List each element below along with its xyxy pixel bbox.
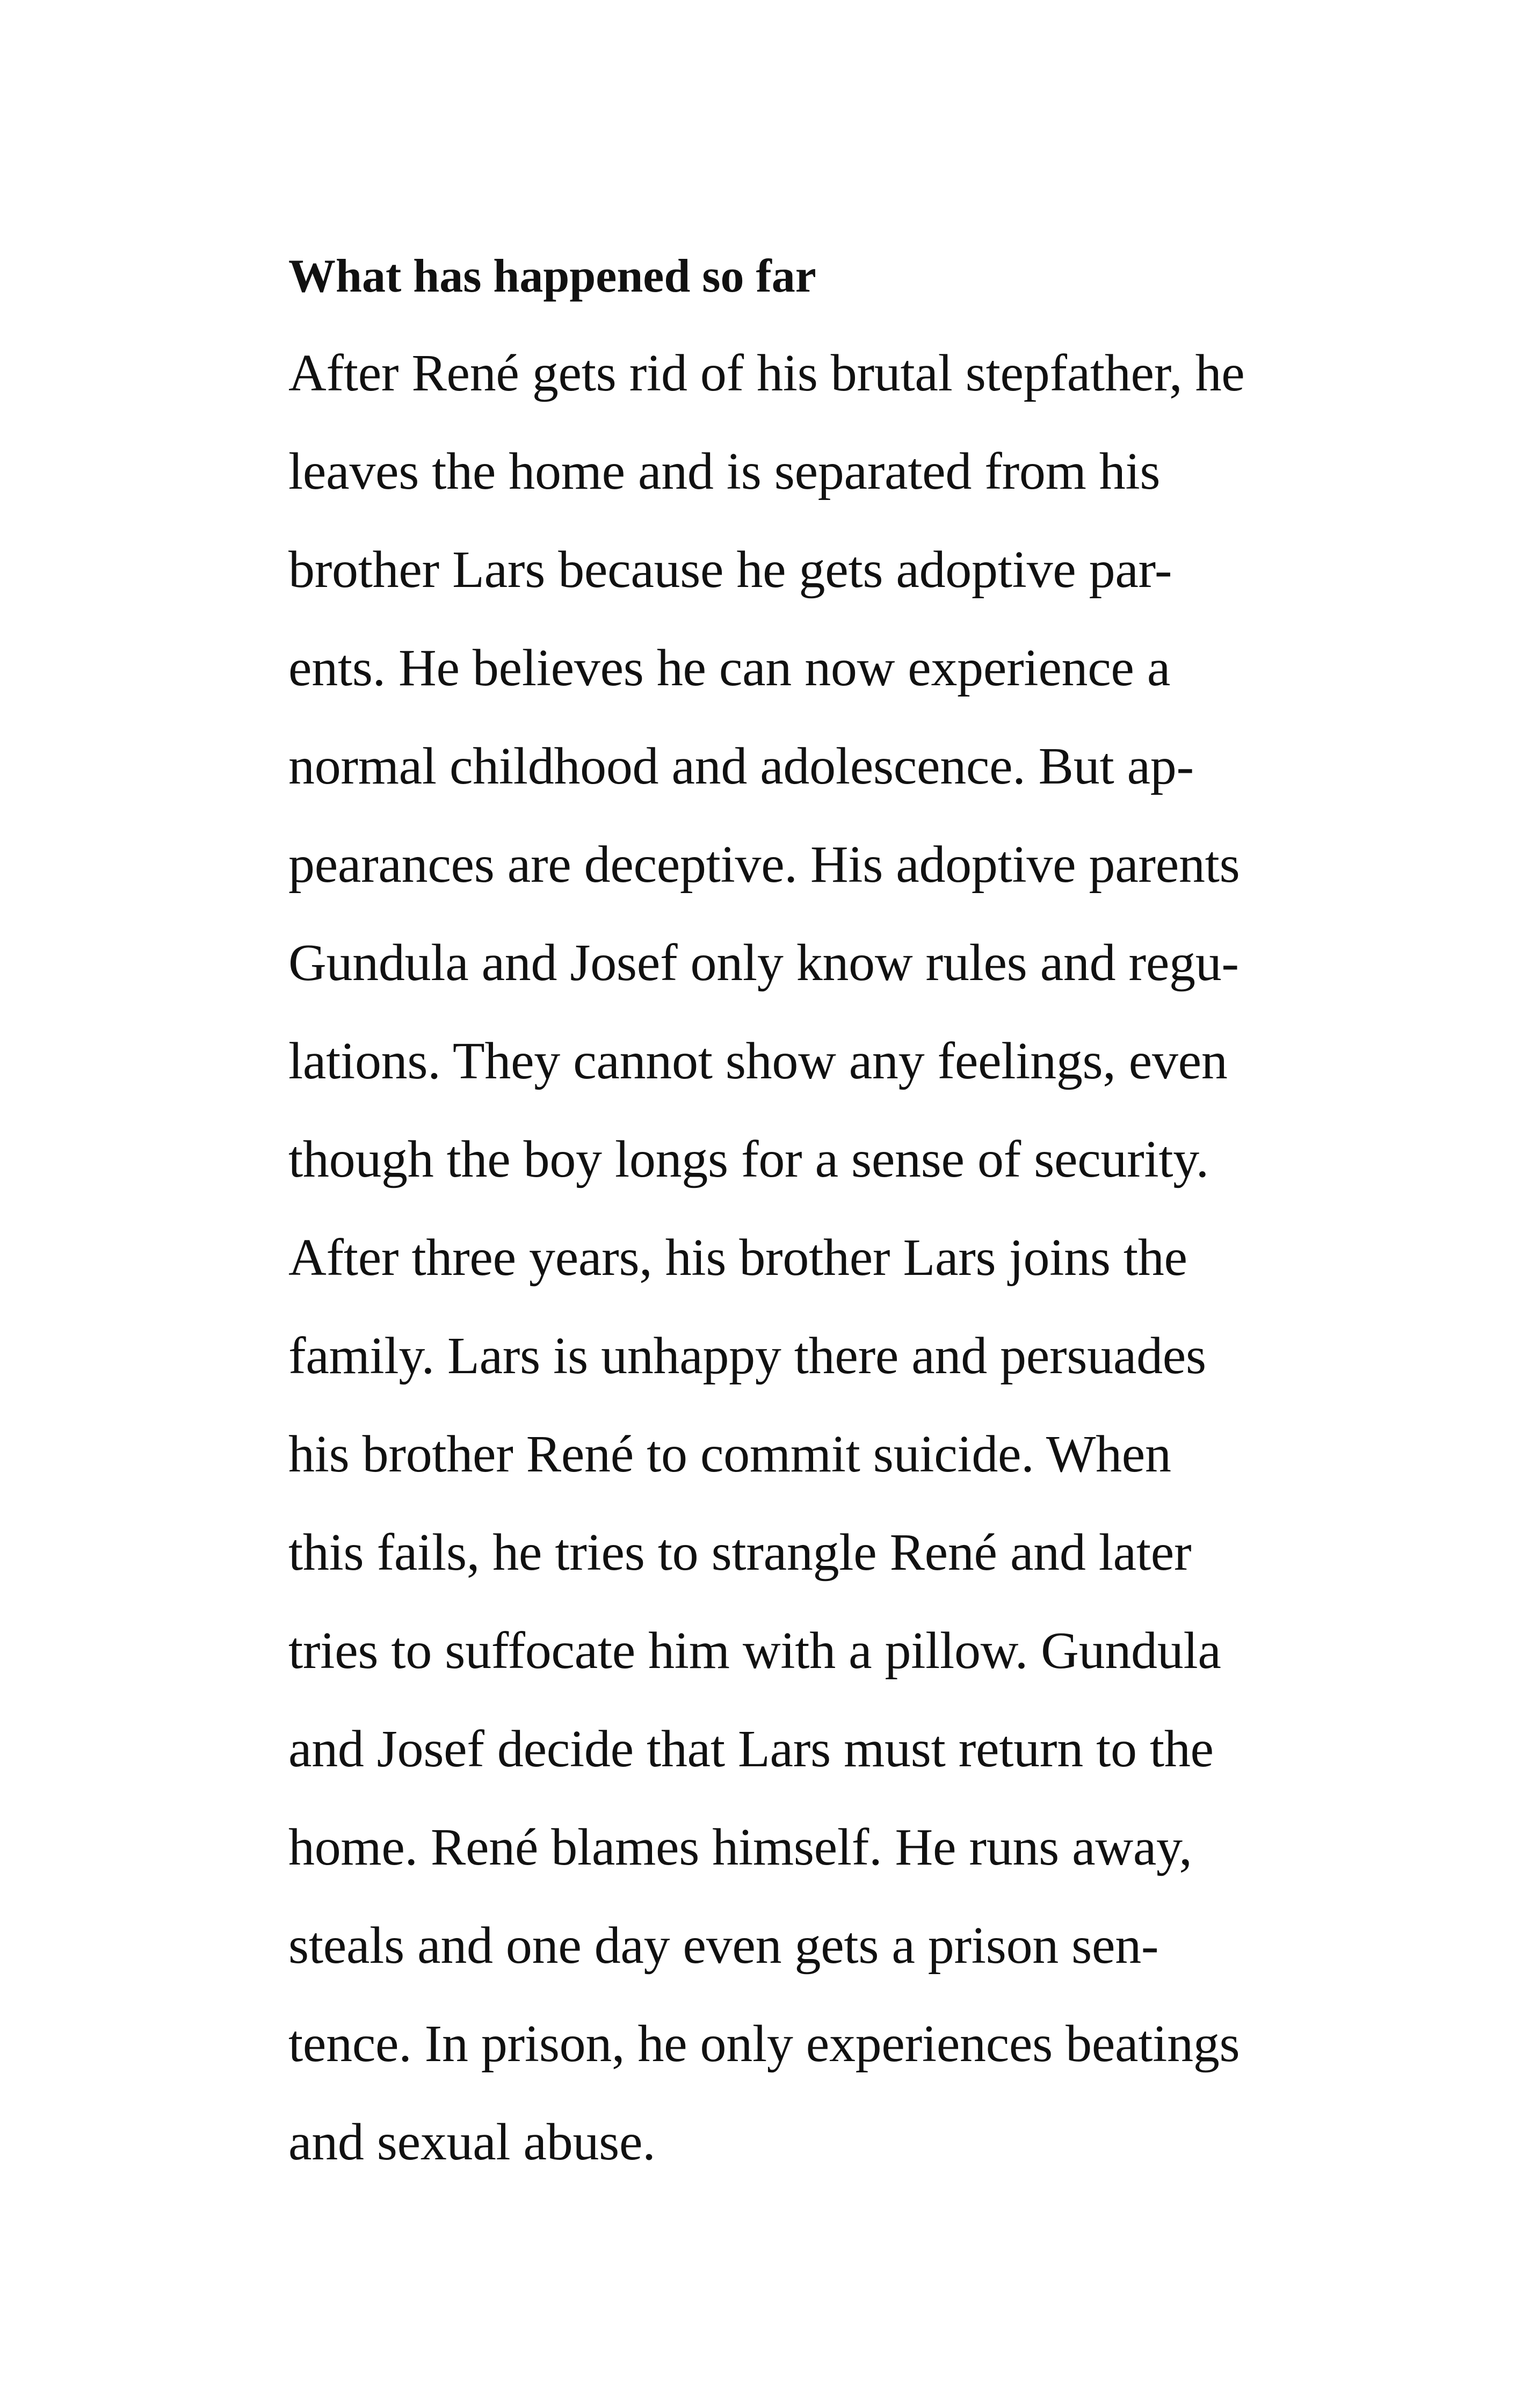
body-line: and Josef decide that Lars must return to the (288, 1720, 1214, 1778)
body-line: leaves the home and is separated from his (288, 443, 1161, 501)
body-line: tence. In prison, he only experiences beatings (288, 2015, 1240, 2073)
body-line: After three years, his brother Lars joins the (288, 1229, 1187, 1287)
body-line: family. Lars is unhappy there and persuades (288, 1327, 1206, 1385)
body-line: ents. He believes he can now experience a (288, 639, 1171, 697)
text-block (288, 236, 1362, 2192)
body-line: tries to suffocate him with a pillow. Gundula (288, 1622, 1221, 1680)
body-line: brother Lars because he gets adoptive par- (288, 541, 1172, 599)
body-paragraph (288, 324, 1362, 2192)
body-line: and sexual abuse. (288, 2113, 656, 2171)
body-line: lations. They cannot show any feelings, even (288, 1032, 1228, 1090)
body-line: Gundula and Josef only know rules and regu- (288, 934, 1239, 992)
body-line: After René gets rid of his brutal stepfather, he (288, 344, 1245, 402)
body-line: this fails, he tries to strangle René and later (288, 1524, 1192, 1582)
body-line: steals and one day even gets a prison sen- (288, 1917, 1159, 1975)
body-line: though the boy longs for a sense of security. (288, 1130, 1209, 1188)
body-line: pearances are deceptive. His adoptive parents (288, 836, 1240, 894)
body-line: normal childhood and adolescence. But ap- (288, 737, 1194, 795)
section-heading: What has happened so far (288, 250, 816, 302)
body-line: his brother René to commit suicide. When (288, 1425, 1171, 1483)
body-line: home. René blames himself. He runs away, (288, 1818, 1192, 1876)
